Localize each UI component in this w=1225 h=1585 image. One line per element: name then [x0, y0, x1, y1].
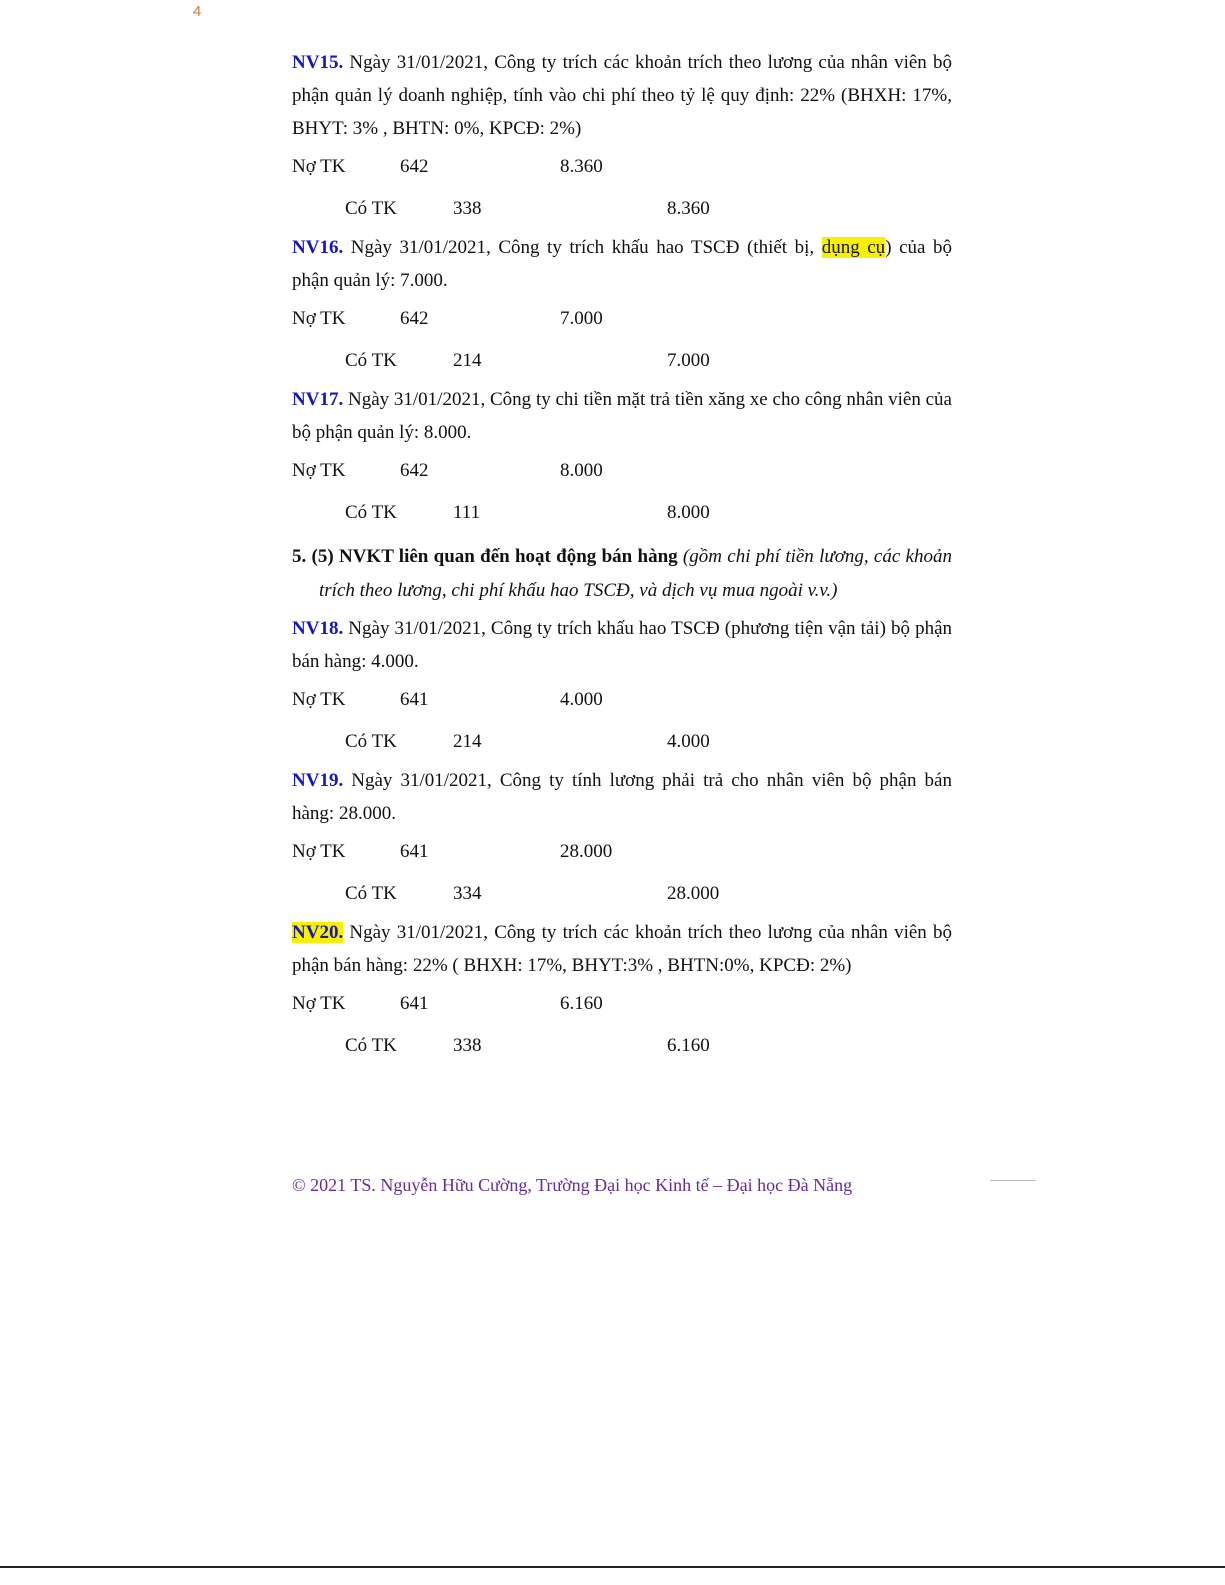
credit-label: Có TK — [345, 350, 397, 371]
credit-account: 338 — [453, 198, 482, 219]
nv17-debit-entry — [292, 450, 952, 492]
document-body — [292, 46, 952, 1068]
debit-amount: 4.000 — [560, 689, 603, 710]
nv18-debit-entry — [292, 679, 952, 721]
nv19-text: Ngày 31/01/2021, Công ty tính lương phải trả cho nhân viên bộ phận bán hàng: 28.000. — [292, 770, 952, 824]
debit-label: Nợ TK — [292, 156, 346, 177]
debit-amount: 6.160 — [560, 993, 603, 1014]
debit-label: Nợ TK — [292, 993, 346, 1014]
credit-amount: 4.000 — [667, 731, 710, 752]
debit-account: 642 — [400, 460, 429, 481]
credit-account: 334 — [453, 883, 482, 904]
section-5-note: (gồm chi phí tiền lương, các khoản trích theo lương, chi phí khấu hao TSCĐ, và dịch vụ mua ngoài v.v.) — [319, 546, 952, 601]
section-5-number: 5. — [292, 546, 307, 567]
credit-account: 111 — [453, 502, 481, 523]
nv18-paragraph — [292, 612, 952, 678]
nv19-label: NV19. — [292, 770, 344, 791]
nv16-text-after: ) của bộ phận quản lý: 7.000. — [292, 237, 952, 291]
nv17-text: Ngày 31/01/2021, Công ty chi tiền mặt trả tiền xăng xe cho công nhân viên của bộ phận quản lý: 8.000. — [292, 389, 952, 443]
nv15-credit-entry — [292, 188, 952, 230]
debit-label: Nợ TK — [292, 308, 346, 329]
nv15-paragraph — [292, 46, 952, 145]
credit-label: Có TK — [345, 502, 397, 523]
nv19-credit-entry — [292, 873, 952, 915]
credit-account: 338 — [453, 1035, 482, 1056]
nv16-text-before: Ngày 31/01/2021, Công ty trích khấu hao TSCĐ (thiết bị, — [343, 237, 822, 258]
nv16-credit-entry — [292, 340, 952, 382]
nv16-paragraph — [292, 231, 952, 297]
nv18-credit-entry — [292, 721, 952, 763]
nv16-debit-entry — [292, 298, 952, 340]
nv20-paragraph — [292, 916, 952, 982]
credit-label: Có TK — [345, 731, 397, 752]
nv20-credit-entry — [292, 1025, 952, 1067]
nv20-label: NV20. — [292, 922, 344, 943]
nv20-text: Ngày 31/01/2021, Công ty trích các khoản trích theo lương của nhân viên bộ phận bán hàng: 22% ( BHXH: 17%, BHYT:3% , BHTN:0%, KPCĐ: 2%) — [292, 922, 952, 976]
credit-label: Có TK — [345, 1035, 397, 1056]
credit-amount: 6.160 — [667, 1035, 710, 1056]
credit-amount: 8.000 — [667, 502, 710, 523]
credit-amount: 7.000 — [667, 350, 710, 371]
nv19-debit-entry — [292, 831, 952, 873]
debit-label: Nợ TK — [292, 841, 346, 862]
credit-account: 214 — [453, 350, 482, 371]
section-5-heading — [292, 540, 952, 608]
credit-amount: 28.000 — [667, 883, 720, 904]
nv19-paragraph — [292, 764, 952, 830]
debit-account: 642 — [400, 308, 429, 329]
nv18-label: NV18. — [292, 618, 344, 639]
debit-account: 641 — [400, 689, 429, 710]
nv18-text: Ngày 31/01/2021, Công ty trích khấu hao TSCĐ (phương tiện vận tải) bộ phận bán hàng: 4.000. — [292, 618, 952, 672]
nv16-label: NV16. — [292, 237, 344, 258]
debit-label: Nợ TK — [292, 460, 346, 481]
nv17-label: NV17. — [292, 389, 344, 410]
nv17-paragraph — [292, 383, 952, 449]
debit-amount: 8.000 — [560, 460, 603, 481]
footer-divider — [990, 1180, 1036, 1181]
debit-account: 641 — [400, 841, 429, 862]
credit-amount: 8.360 — [667, 198, 710, 219]
nv15-text: Ngày 31/01/2021, Công ty trích các khoản trích theo lương của nhân viên bộ phận quản lý doanh nghiệp, tính vào chi phí theo tỷ lệ quy định: 22% (BHXH: 17%, BHYT: 3% , BHTN: 0%, KPCĐ: 2%) — [292, 52, 952, 139]
credit-label: Có TK — [345, 198, 397, 219]
credit-account: 214 — [453, 731, 482, 752]
debit-account: 641 — [400, 993, 429, 1014]
debit-amount: 7.000 — [560, 308, 603, 329]
debit-amount: 8.360 — [560, 156, 603, 177]
nv15-label: NV15. — [292, 52, 344, 73]
section-5-title: (5) NVKT liên quan đến hoạt động bán hàng — [306, 546, 683, 567]
debit-label: Nợ TK — [292, 689, 346, 710]
nv15-debit-entry — [292, 146, 952, 188]
page-number: 4 — [193, 3, 202, 20]
credit-label: Có TK — [345, 883, 397, 904]
nv20-debit-entry — [292, 983, 952, 1025]
nv17-credit-entry — [292, 492, 952, 534]
debit-account: 642 — [400, 156, 429, 177]
page-bottom-rule — [0, 1566, 1225, 1568]
debit-amount: 28.000 — [560, 841, 613, 862]
nv16-highlight: dụng cụ — [821, 237, 886, 258]
page-footer: © 2021 TS. Nguyễn Hữu Cường, Trường Đại học Kinh tế – Đại học Đà Nẵng — [292, 1175, 853, 1195]
